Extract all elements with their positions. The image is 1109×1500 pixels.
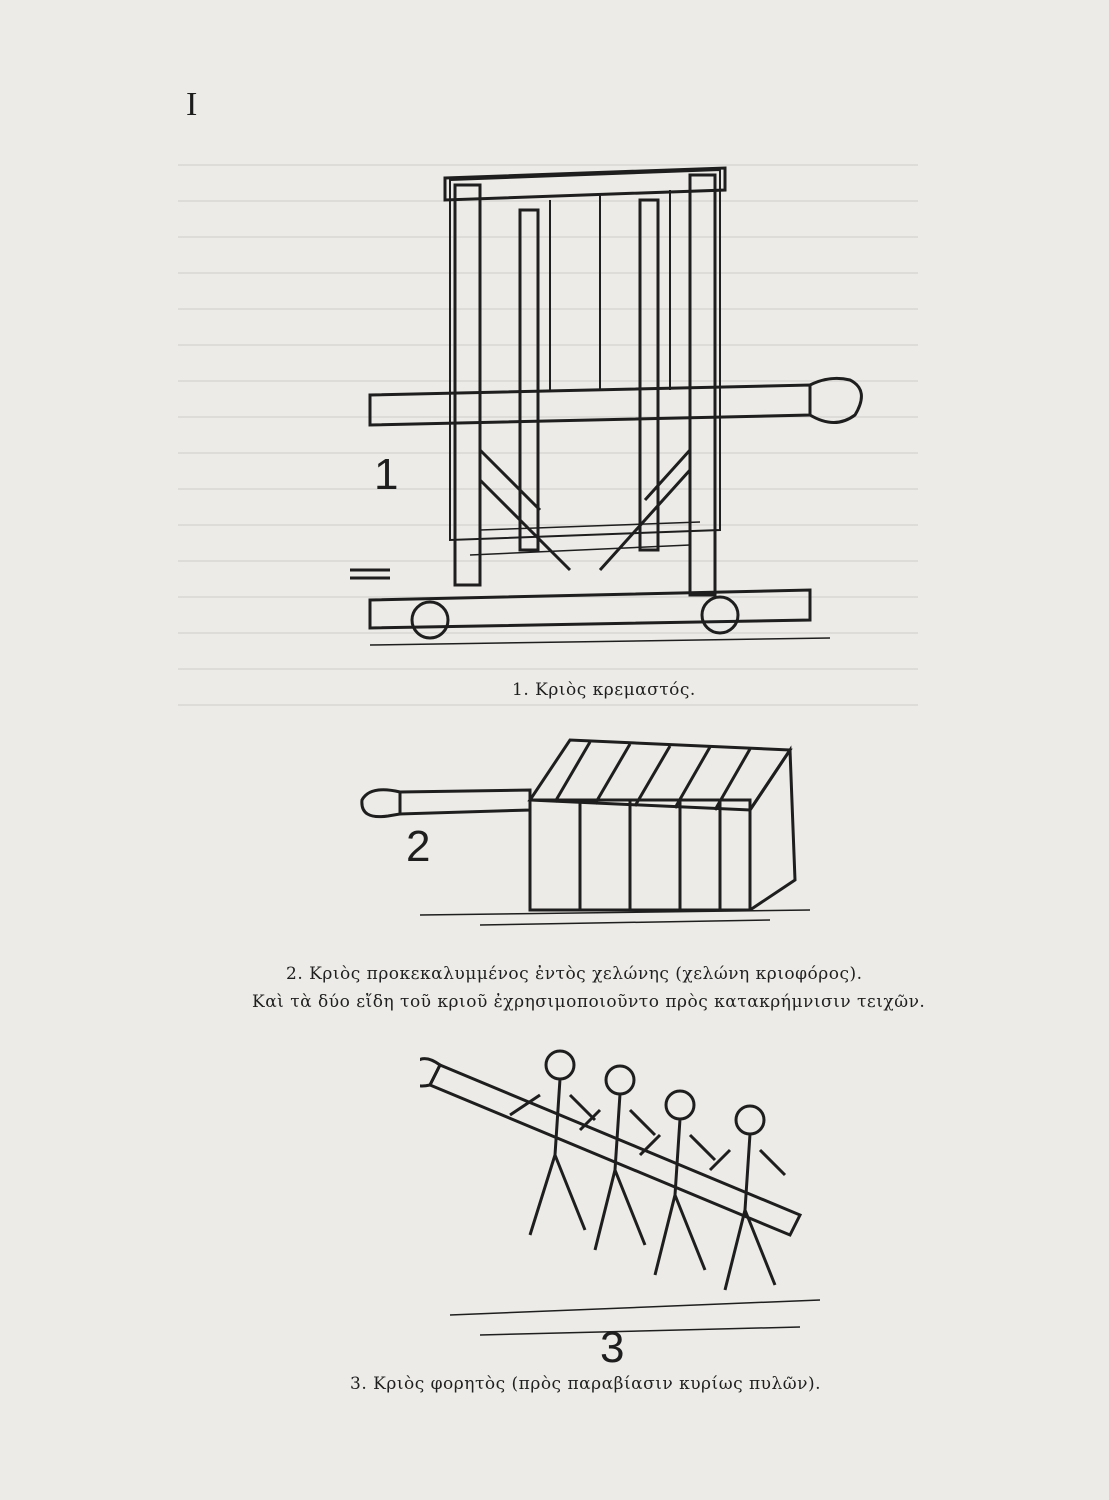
page-number: I xyxy=(186,86,198,123)
figure-number-2: 2 xyxy=(406,822,431,871)
figure-portable-ram xyxy=(420,1035,840,1372)
caption-figure-2-note: Καὶ τὰ δύο εἴδη τοῦ κριοῦ ἐχρησιμοποιοῦντο πρὸς κατακρήμνισιν τειχῶν. xyxy=(252,992,926,1012)
caption-figure-1: 1. Κριὸς κρεμαστός. xyxy=(512,680,696,700)
caption-figure-2: 2. Κριὸς προκεκαλυμμένος ἐντὸς χελώνης (χελώνη κριοφόρος). xyxy=(286,964,863,984)
figure-tortoise-ram xyxy=(340,730,840,930)
figure-number-1: 1 xyxy=(374,450,399,499)
figure-hanging-ram xyxy=(330,150,890,670)
figure-number-3: 3 xyxy=(600,1323,625,1372)
caption-figure-3: 3. Κριὸς φορητὸς (πρὸς παραβίασιν κυρίως πυλῶν). xyxy=(350,1374,822,1394)
portable-ram-drawing xyxy=(420,1035,840,1355)
hanging-ram-drawing xyxy=(330,150,890,670)
